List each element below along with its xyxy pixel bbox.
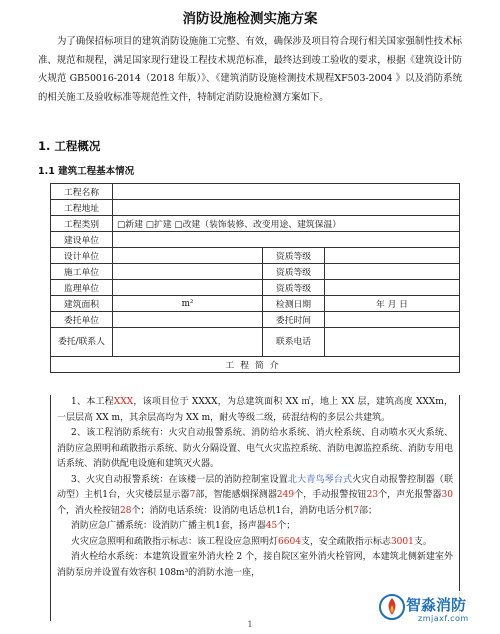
table-row bbox=[51, 216, 460, 232]
text-span: 个，声光报警器 bbox=[378, 490, 442, 500]
table-label-inspection-date: 检测日期 bbox=[263, 296, 325, 312]
table-cell-empty bbox=[325, 264, 460, 280]
table-cell-empty bbox=[113, 280, 263, 296]
project-type-options: □新建 □扩建 □改建（装饰装修、改变用途、建筑保温） bbox=[113, 216, 460, 232]
text-span: 3、火灾自动报警系统：在该楼一层的消防控制室设置 bbox=[71, 474, 288, 485]
table-row bbox=[51, 232, 460, 248]
highlight-number: 23 bbox=[366, 490, 379, 500]
text-span: 部，智能感烟探测器 bbox=[195, 490, 277, 500]
text-span: ，该项目位于 XXXX，为总建筑面积 XX ㎡，地上 XX 层，建筑高度 XXXm，一层层高 XX m，其余层高均为 XX m，耐火等级二级，砖混结构的多层公共建筑。 bbox=[57, 397, 453, 423]
table-cell-empty bbox=[325, 280, 460, 296]
table-label-building-area: 建筑面积 bbox=[51, 296, 113, 312]
table-cell-empty bbox=[113, 328, 263, 357]
table-cell-empty bbox=[113, 312, 263, 328]
inspection-date-value: 年 月 日 bbox=[325, 296, 460, 312]
table-row bbox=[51, 280, 460, 296]
text-span: 火灾自动报警控制器（联动型）主机1台，火灾楼层显示器 bbox=[57, 474, 453, 500]
table-row bbox=[51, 312, 460, 328]
summary-heading: 工程简介 bbox=[51, 357, 460, 373]
text-span: 个，消火栓按钮 bbox=[57, 505, 121, 516]
table-row bbox=[51, 264, 460, 280]
table-row bbox=[51, 184, 460, 200]
table-row bbox=[51, 328, 460, 357]
table-cell-empty bbox=[325, 248, 460, 264]
project-info-table bbox=[50, 183, 460, 373]
description-paragraph: 2、该工程消防系统有：火灾自动报警系统、消防给水系统、消火栓系统、自动喷水灭火系统、消防应急照明和疏散指示系统、防火分隔设置、电气火灾监控系统、消防电源监控系统、消防专用电话系统、消防供配电设施和建筑灭火器。 bbox=[57, 428, 454, 469]
table-label-design-unit: 设计单位 bbox=[51, 248, 113, 264]
table-label-client-time: 委托时间 bbox=[263, 312, 325, 328]
table-label-qualification: 资质等级 bbox=[263, 264, 325, 280]
table-label-qualification: 资质等级 bbox=[263, 248, 325, 264]
table-label-qualification: 资质等级 bbox=[263, 280, 325, 296]
text-span: 个； bbox=[277, 521, 296, 531]
table-cell-empty bbox=[325, 328, 460, 357]
highlight-number: 6604 bbox=[278, 536, 301, 547]
text-span: 个；消防电话系统：设消防电话总机1台，消防电话分机 bbox=[131, 505, 354, 516]
table-label-client-unit: 委托单位 bbox=[51, 312, 113, 328]
section-heading-1: 1. 工程概况 bbox=[38, 139, 101, 153]
building-area-unit: m² bbox=[113, 296, 263, 312]
highlight-number: 28 bbox=[120, 505, 132, 516]
brand-url: zmjaxf.com bbox=[418, 614, 469, 623]
description-paragraph bbox=[51, 473, 459, 520]
table-label-build-unit: 施工单位 bbox=[51, 264, 113, 280]
description-paragraph: 消火栓给水系统：本建筑设置室外消火栓 2 个，接自院区室外消火栓管网，本建筑北侧新建室外消防泵房并设置有效容积 108m³的消防水池一座， bbox=[57, 552, 453, 578]
text-span: 个，手动报警按钮 bbox=[294, 490, 367, 500]
table-row bbox=[51, 248, 460, 264]
highlight-number: 30 bbox=[441, 490, 453, 500]
section-heading-1-1: 1.1 建筑工程基本情况 bbox=[38, 166, 135, 177]
text-span: 火灾应急照明和疏散指示标志：该工程设应急照明灯 bbox=[71, 536, 279, 547]
document-title: 消防设施检测实施方案 bbox=[182, 11, 318, 27]
table-label-client-contact: 委托/联系人 bbox=[51, 328, 113, 357]
highlight-number: 45 bbox=[265, 521, 278, 531]
table-cell-empty bbox=[325, 312, 460, 328]
description-paragraph bbox=[51, 519, 459, 535]
text-span: 支，安全疏散指示标志 bbox=[300, 536, 391, 547]
highlight-number: 7 bbox=[353, 505, 359, 516]
highlight-text: 北大青鸟琴台式 bbox=[287, 474, 353, 485]
table-label-construction-unit: 建设单位 bbox=[51, 232, 113, 248]
text-span: 部； bbox=[358, 505, 377, 516]
table-row bbox=[51, 357, 460, 373]
intro-paragraph: 为了确保招标项目的建筑消防设施施工完整、有效，确保涉及项目符合现行相关国家强制性技术标准、规范和规程，满足国家现行建设工程技术规范标准，最终达到竣工验收的要求，根据《建筑设计防火规范 GB50016-2014（2018 年版）》、《建筑消防设施检测技术规程XF503-2004 》以及消防系统的相关施工及验收标准等规范性文件，特制定消防设施检测方案如下。 bbox=[38, 36, 462, 103]
table-cell-empty bbox=[113, 264, 263, 280]
table-row bbox=[51, 296, 460, 312]
table-label-project-address: 工程地址 bbox=[51, 200, 113, 216]
page-number: 1 bbox=[247, 620, 253, 629]
highlight-number: 3001 bbox=[390, 536, 414, 547]
description-paragraph bbox=[51, 395, 459, 426]
table-cell-empty bbox=[113, 200, 460, 216]
text-span: 支。 bbox=[413, 536, 432, 547]
highlight-number: 249 bbox=[276, 490, 295, 500]
text-span: 1、本工程 bbox=[71, 397, 114, 407]
table-row bbox=[51, 200, 460, 216]
table-label-project-type: 工程类别 bbox=[51, 216, 113, 232]
table-label-contact-phone: 联系电话 bbox=[263, 328, 325, 357]
table-cell-empty bbox=[113, 184, 460, 200]
text-span: 消防应急广播系统：设消防广播主机1套，扬声器 bbox=[71, 521, 266, 531]
table-label-project-name: 工程名称 bbox=[51, 184, 113, 200]
project-description bbox=[50, 395, 460, 621]
description-paragraph bbox=[51, 535, 459, 551]
highlight-text: XXX bbox=[113, 397, 134, 407]
highlight-number: 7 bbox=[189, 490, 196, 500]
brand-name: 智淼消防 bbox=[406, 596, 467, 614]
table-cell-empty bbox=[113, 232, 460, 248]
table-cell-empty bbox=[113, 248, 263, 264]
table-label-supervision-unit: 监理单位 bbox=[51, 280, 113, 296]
